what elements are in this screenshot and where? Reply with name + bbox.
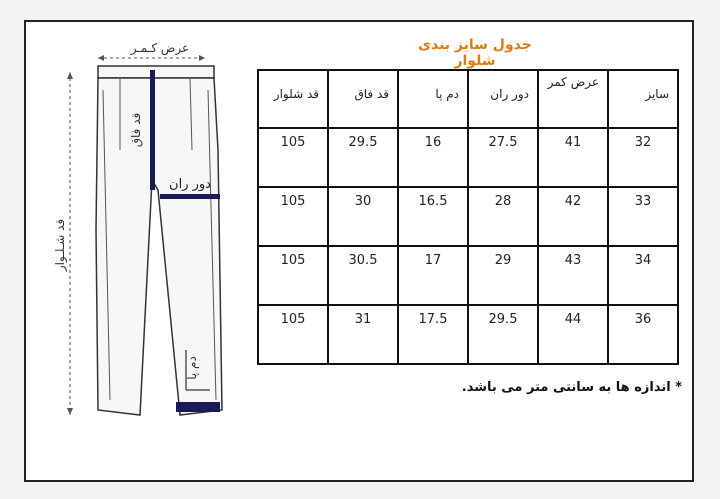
header-size: [608, 70, 678, 128]
hem-label: دم پا: [185, 356, 199, 380]
cell-length: 105: [258, 305, 328, 364]
table-row: [258, 128, 678, 187]
header-label: سایز: [645, 87, 669, 101]
units-note: * اندازه ها به سانتی متر می باشد.: [461, 380, 682, 395]
header-waist: [538, 70, 608, 128]
thigh-label: دور ران: [169, 177, 211, 192]
cell-thigh: 28: [468, 187, 538, 246]
cell-waist: 41: [538, 128, 608, 187]
cell-rise: 30: [328, 187, 398, 246]
pants-outline: [96, 66, 222, 415]
header-label: دم پا: [435, 87, 459, 101]
pants-diagram: [40, 30, 240, 430]
cell-size: 34: [608, 246, 678, 305]
header-length: [258, 70, 328, 128]
cell-waist: 43: [538, 246, 608, 305]
waist-label: عرض کـمـر: [130, 41, 190, 55]
table-row: [258, 187, 678, 246]
cell-hem: 17: [398, 246, 468, 305]
cell-rise: 30.5: [328, 246, 398, 305]
cell-thigh: 29.5: [468, 305, 538, 364]
header-thigh: [468, 70, 538, 128]
cell-hem: 16.5: [398, 187, 468, 246]
cell-thigh: 27.5: [468, 128, 538, 187]
hem-bar: [176, 402, 220, 412]
cell-length: 105: [258, 128, 328, 187]
header-rise: [328, 70, 398, 128]
rise-label: قد فاق: [129, 112, 143, 148]
table-row: [258, 305, 678, 364]
cell-thigh: 29: [468, 246, 538, 305]
header-label: عرض کمر: [547, 75, 599, 89]
header-hem: [398, 70, 468, 128]
cell-size: 36: [608, 305, 678, 364]
cell-size: 32: [608, 128, 678, 187]
table-row: [258, 246, 678, 305]
cell-waist: 42: [538, 187, 608, 246]
header-label: قد شلوار: [273, 87, 319, 101]
header-label: دور ران: [490, 87, 529, 101]
cell-hem: 17.5: [398, 305, 468, 364]
length-label: قد شـلـوار: [53, 218, 67, 272]
cell-rise: 31: [328, 305, 398, 364]
cell-length: 105: [258, 187, 328, 246]
cell-hem: 16: [398, 128, 468, 187]
rise-bar: [150, 70, 155, 190]
thigh-bar: [160, 194, 220, 199]
cell-size: 33: [608, 187, 678, 246]
table-header-row: [258, 70, 678, 128]
cell-length: 105: [258, 246, 328, 305]
size-table: [257, 69, 679, 365]
header-label: قد فاق: [354, 87, 389, 101]
table-title: جدول سایز بندی شلوار: [418, 37, 532, 69]
cell-waist: 44: [538, 305, 608, 364]
cell-rise: 29.5: [328, 128, 398, 187]
